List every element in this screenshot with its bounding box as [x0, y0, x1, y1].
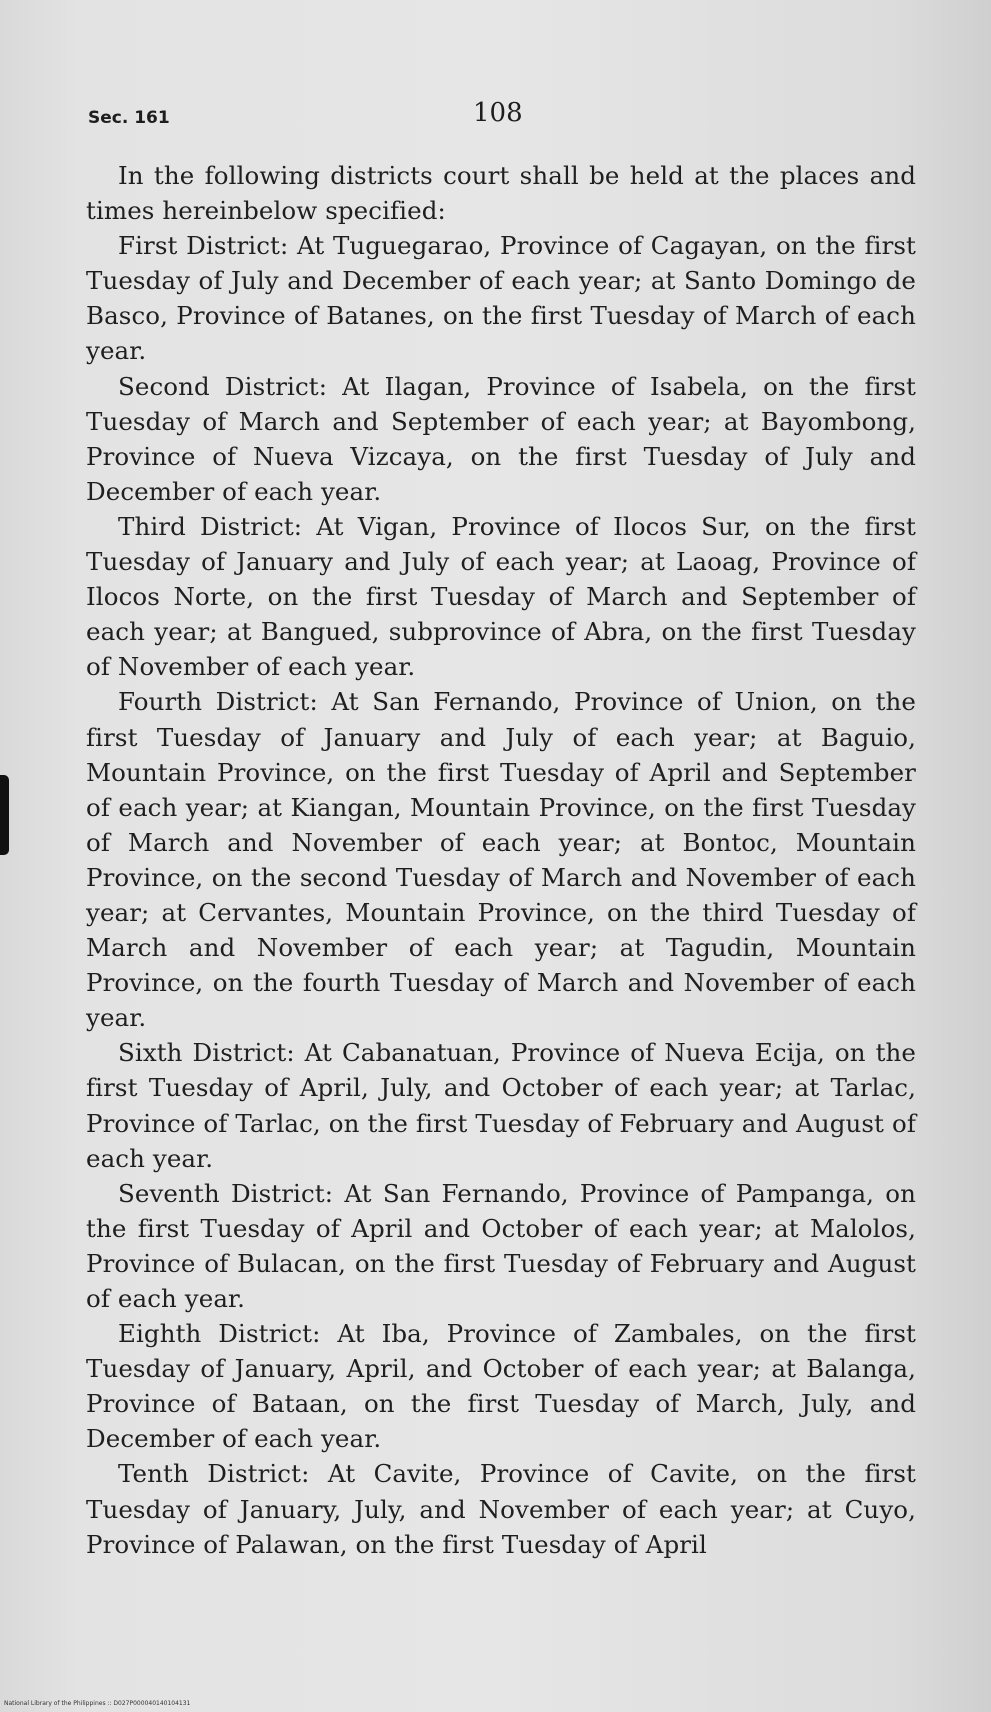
page-header	[88, 98, 908, 138]
intro-paragraph: In the following districts court shall be held at the places and times hereinbelow specified:	[86, 161, 916, 226]
body-text	[86, 158, 916, 1562]
paragraph-eighth-district: Eighth District: At Iba, Province of Zambales, on the first Tuesday of January, April, and October of each year; at Balanga, Province of Bataan, on the first Tuesday of March, July, and December of each year.	[86, 1319, 916, 1454]
footer-credit: National Library of the Philippines :: D027P000040140104131	[4, 1700, 191, 1707]
paragraph-tenth-district: Tenth District: At Cavite, Province of Cavite, on the first Tuesday of January, July, and November of each year; at Cuyo, Province of Palawan, on the first Tuesday of April	[86, 1459, 916, 1559]
paragraph-second-district: Second District: At Ilagan, Province of Isabela, on the first Tuesday of March and September of each year; at Bayombong, Province of Nueva Vizcaya, on the first Tuesday of July and December of each year.	[86, 371, 916, 506]
paragraph-fourth-district: Fourth District: At San Fernando, Province of Union, on the first Tuesday of January and July of each year; at Baguio, Mountain Province, on the first Tuesday of April and September of each year; at Kiangan, Mountain Province, on the first Tuesday of March and November of each year; at Bontoc, Mountain Province, on the second Tuesday of March and November of each year; at Cervantes, Mountain Province, on the third Tuesday of March and November of each year; at Tagudin, Mountain Province, on the fourth Tuesday of March and November of each year.	[86, 687, 916, 1033]
paragraph-third-district: Third District: At Vigan, Province of Ilocos Sur, on the first Tuesday of January and July of each year; at Laoag, Province of Ilocos Norte, on the first Tuesday of March and September of each year; at Bangued, subprovince of Abra, on the first Tuesday of November of each year.	[86, 511, 916, 682]
paragraph-sixth-district: Sixth District: At Cabanatuan, Province of Nueva Ecija, on the first Tuesday of April, July, and October of each year; at Tarlac, Province of Tarlac, on the first Tuesday of February and August of each year.	[86, 1038, 916, 1173]
section-label: Sec. 161	[88, 108, 170, 128]
paragraph-seventh-district: Seventh District: At San Fernando, Province of Pampanga, on the first Tuesday of April and October of each year; at Malolos, Province of Bulacan, on the first Tuesday of February and August of each year.	[86, 1178, 916, 1313]
binding-shadow	[0, 775, 9, 855]
paragraph-first-district: First District: At Tuguegarao, Province of Cagayan, on the first Tuesday of July and December of each year; at Santo Domingo de Basco, Province of Batanes, on the first Tuesday of March of each year.	[86, 231, 916, 366]
page-number: 108	[473, 98, 523, 128]
